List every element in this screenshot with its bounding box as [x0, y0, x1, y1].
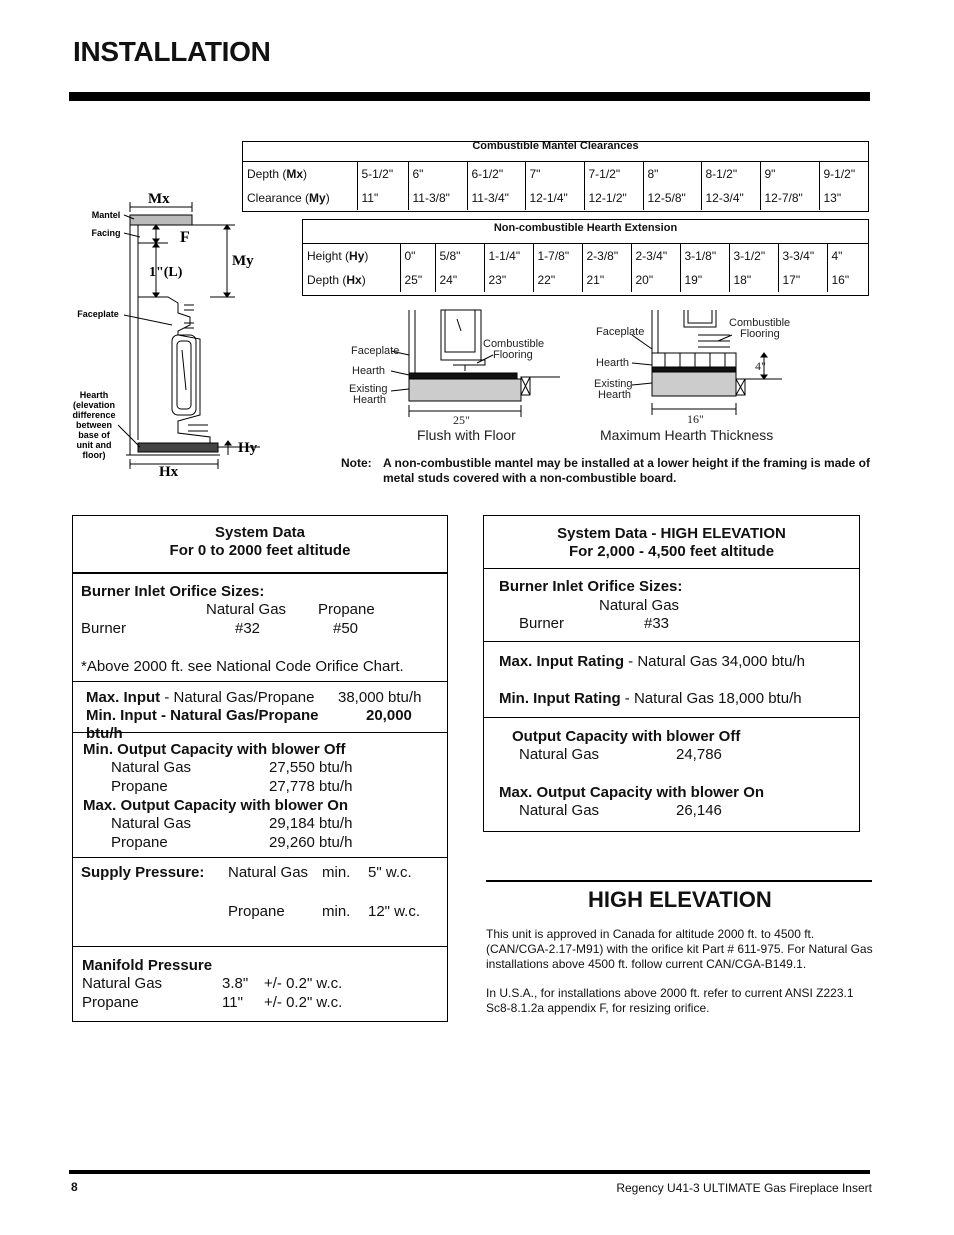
burner-ng-value: #32 [235, 620, 261, 637]
orifice-col-propane: Propane [318, 601, 375, 618]
hearth-extension-table [302, 219, 869, 296]
high-elevation-para-1: This unit is approved in Canada for altitude 2000 ft. to 4500 ft. (CAN/CGA-2.17-M91) with the orifice kit Part # 611-975. For Natural Gas installations above 4500 ft. follow current CAN/CGA-B149.1. [486, 927, 873, 971]
hearth-depth-cell: 23" [484, 268, 533, 292]
depth-cell: 7-1/2" [584, 162, 643, 186]
high-max-input-text: - Natural Gas 34,000 btu/h [624, 653, 805, 670]
high-output-off-fuel: Natural Gas [519, 746, 600, 763]
high-output-on-fuel: Natural Gas [519, 802, 600, 819]
high-output-on-heading: Max. Output Capacity with blower On [499, 784, 765, 801]
hearth-table-title: Non-combustible Hearth Extension [303, 220, 868, 244]
max-hearth-diagram [590, 305, 805, 447]
hearth-depth-cell: 20" [631, 268, 680, 292]
high-orifice-heading: Burner Inlet Orifice Sizes: [499, 578, 683, 595]
my-label: My [232, 253, 254, 269]
hearth-note-line: base of [78, 430, 110, 440]
high-data-title: System Data - HIGH ELEVATION [557, 525, 786, 542]
min-output-fuel: Propane [111, 778, 168, 795]
manifold-tolerance: +/- 0.2" w.c. [264, 975, 343, 992]
manifold-value: 11" [222, 994, 243, 1011]
hy-label: Hy [238, 440, 258, 456]
system-data-subtitle: For 0 to 2000 feet altitude [169, 542, 351, 559]
clearance-cell: 13" [819, 186, 868, 210]
hearth-depth-cell: 19" [680, 268, 729, 292]
high-orifice-col-ng: Natural Gas [599, 597, 680, 614]
height-label: Height (Hy) [307, 249, 369, 263]
clearance-cell: 12-3/4" [701, 186, 760, 210]
max-input-text: - Natural Gas/Propane [160, 689, 315, 706]
mantel-label: Mantel [91, 210, 121, 220]
high-burner-ng-value: #33 [644, 615, 670, 632]
hearth-depth-label: Depth (Hx) [307, 273, 366, 287]
mantel-clearance-row [243, 186, 868, 210]
height-cell: 1-1/4" [484, 244, 533, 268]
f-label: F [180, 229, 190, 246]
high-output-on-value: 26,146 [676, 802, 722, 819]
min-output-value: 27,550 btu/h [269, 759, 353, 776]
depth-cell: 6" [408, 162, 467, 186]
hearth-note-line: Hearth [79, 390, 109, 400]
side-view-diagram [60, 185, 290, 485]
max-existing-label-2: Hearth [598, 389, 632, 401]
height-cell: 4" [827, 244, 868, 268]
orifice-heading: Burner Inlet Orifice Sizes: [81, 583, 265, 600]
high-elevation-para-2: In U.S.A., for installations above 2000 ft. refer to current ANSI Z223.1 Sc8-8.1.2a appendix F, for resizing orifice. [486, 986, 854, 1015]
supply-min: min. [322, 903, 351, 920]
hearth-depth-cell: 22" [533, 268, 582, 292]
max-caption: Maximum Hearth Thickness [600, 427, 774, 443]
faceplate-label: Faceplate [77, 309, 119, 319]
system-data-title: System Data [214, 524, 306, 541]
mantel-table-grid [243, 162, 868, 210]
depth-cell: 8-1/2" [701, 162, 760, 186]
height-cell: 5/8" [435, 244, 484, 268]
high-min-input-text: - Natural Gas 18,000 btu/h [620, 690, 802, 707]
clearance-cell: 11-3/8" [408, 186, 467, 210]
hearth-note-line: unit and [76, 440, 112, 450]
high-min-input-line [499, 689, 802, 708]
depth-label: Depth (Mx) [247, 167, 308, 181]
footer-rule [69, 1170, 870, 1174]
max-input-label: Max. Input [86, 689, 161, 706]
max-dimension-label: 16" [687, 412, 704, 426]
section-divider [73, 572, 447, 574]
height-cell: 0" [400, 244, 435, 268]
supply-fuel: Propane [228, 903, 285, 920]
section-divider [484, 641, 859, 642]
manifold-tolerance: +/- 0.2" w.c. [264, 994, 343, 1011]
depth-cell: 6-1/2" [467, 162, 525, 186]
max-output-value: 29,260 btu/h [269, 834, 353, 851]
max-hearth-label: Hearth [596, 357, 630, 369]
mx-label: Mx [148, 191, 170, 207]
supply-value: 5" w.c. [368, 864, 412, 881]
mantel-clearance-table [242, 141, 869, 212]
flush-existing-label: Existing [349, 383, 388, 395]
hearth-depth-cell: 16" [827, 268, 868, 292]
max-input-value: 38,000 btu/h [338, 689, 422, 706]
clearance-cell: 12-7/8" [760, 186, 819, 210]
clearance-label: Clearance (My) [247, 191, 330, 205]
clearance-cell: 11-3/4" [467, 186, 525, 210]
mantel-note [341, 456, 875, 488]
max-faceplate-label: Faceplate [596, 326, 645, 338]
depth-cell: 9" [760, 162, 819, 186]
flush-flooring-label: Flooring [493, 349, 533, 361]
hearth-depth-cell: 17" [778, 268, 827, 292]
hearth-note-line: between [75, 420, 113, 430]
hearth-depth-cell: 24" [435, 268, 484, 292]
supply-fuel: Natural Gas [228, 864, 309, 881]
system-data-high-box [483, 515, 860, 832]
flush-existing-label-2: Hearth [353, 394, 387, 406]
max-output-heading: Max. Output Capacity with blower On [83, 797, 349, 814]
flush-caption: Flush with Floor [417, 427, 516, 443]
high-elevation-rule [486, 880, 872, 882]
facing-label: Facing [91, 228, 121, 238]
max-input-line [86, 688, 314, 707]
hearth-note-line: floor) [82, 450, 106, 460]
manifold-fuel: Natural Gas [82, 975, 163, 992]
clearance-cell: 12-5/8" [643, 186, 701, 210]
height-cell: 3-1/2" [729, 244, 778, 268]
max-flooring-label: Flooring [740, 328, 780, 340]
height-cell: 3-3/4" [778, 244, 827, 268]
depth-cell: 8" [643, 162, 701, 186]
burner-label: Burner [81, 620, 127, 637]
depth-cell: 5-1/2" [357, 162, 408, 186]
hearth-depth-cell: 25" [400, 268, 435, 292]
high-min-input-label: Min. Input Rating [499, 690, 621, 707]
footer-doc-title: Regency U41-3 ULTIMATE Gas Fireplace Insert [616, 1181, 872, 1195]
burner-propane-value: #50 [333, 620, 359, 637]
mantel-table-title: Combustible Mantel Clearances [243, 142, 868, 162]
supply-value: 12" w.c. [368, 903, 421, 920]
system-data-box [72, 515, 448, 1022]
manifold-heading: Manifold Pressure [82, 957, 213, 974]
supply-pressure-label: Supply Pressure: [81, 864, 205, 881]
height-cell: 1-7/8" [533, 244, 582, 268]
hearth-table-grid [303, 244, 868, 292]
page-number: 8 [71, 1180, 78, 1194]
flush-dimension-label: 25" [453, 413, 470, 427]
high-elevation-heading: HIGH ELEVATION [588, 887, 772, 912]
section-divider [73, 857, 447, 858]
depth-cell: 7" [525, 162, 584, 186]
section-divider [73, 946, 447, 947]
max-combustible-label: Combustible [729, 317, 791, 329]
section-divider [484, 568, 859, 569]
orifice-col-ng: Natural Gas [206, 601, 287, 618]
hearth-height-row [303, 244, 868, 268]
hearth-note-line: difference [72, 410, 116, 420]
hearth-depth-cell: 18" [729, 268, 778, 292]
max-existing-label: Existing [594, 378, 633, 390]
min-output-fuel: Natural Gas [111, 759, 192, 776]
max-height-label: 4" [755, 359, 766, 373]
orifice-note: *Above 2000 ft. see National Code Orifice Chart. [81, 658, 404, 675]
hearth-depth-cell: 21" [582, 268, 631, 292]
note-label: Note: [341, 456, 372, 470]
min-input-unit: btu/h [86, 725, 123, 742]
supply-min: min. [322, 864, 351, 881]
height-cell: 3-1/8" [680, 244, 729, 268]
header-rule [69, 92, 870, 101]
flush-hearth-label: Hearth [352, 365, 386, 377]
flush-combustible-label: Combustible [483, 338, 545, 350]
high-max-input-line [499, 652, 805, 671]
high-burner-label: Burner [519, 615, 565, 632]
page-title: INSTALLATION [73, 36, 271, 67]
min-output-value: 27,778 btu/h [269, 778, 353, 795]
min-input-label: Min. Input - Natural Gas/Propane [86, 707, 319, 724]
max-output-value: 29,184 btu/h [269, 815, 353, 832]
height-cell: 2-3/8" [582, 244, 631, 268]
hx-label: Hx [159, 464, 179, 480]
mantel-depth-row [243, 162, 868, 186]
high-max-input-label: Max. Input Rating [499, 653, 624, 670]
section-divider [484, 717, 859, 718]
hearth-note-line: (elevation [72, 400, 116, 410]
min-input-value: 20,000 [366, 707, 412, 724]
flush-faceplate-label: Faceplate [351, 345, 400, 357]
clearance-cell: 11" [357, 186, 408, 210]
clearance-cell: 12-1/2" [584, 186, 643, 210]
hearth-depth-row [303, 268, 868, 292]
section-divider [73, 732, 447, 733]
flush-floor-diagram [345, 305, 570, 447]
high-data-subtitle: For 2,000 - 4,500 feet altitude [568, 543, 775, 560]
height-cell: 2-3/4" [631, 244, 680, 268]
section-divider [73, 681, 447, 682]
clearance-cell: 12-1/4" [525, 186, 584, 210]
l-label: 1"(L) [149, 265, 183, 280]
depth-cell: 9-1/2" [819, 162, 868, 186]
high-output-off-heading: Output Capacity with blower Off [512, 728, 741, 745]
manifold-value: 3.8" [222, 975, 249, 992]
high-output-off-value: 24,786 [676, 746, 722, 763]
max-output-fuel: Propane [111, 834, 168, 851]
max-output-fuel: Natural Gas [111, 815, 192, 832]
note-text: A non-combustible mantel may be installed at a lower height if the framing is made of metal studs covered with a non-combustible board. [383, 456, 870, 485]
min-output-heading: Min. Output Capacity with blower Off [83, 741, 346, 758]
manifold-fuel: Propane [82, 994, 139, 1011]
